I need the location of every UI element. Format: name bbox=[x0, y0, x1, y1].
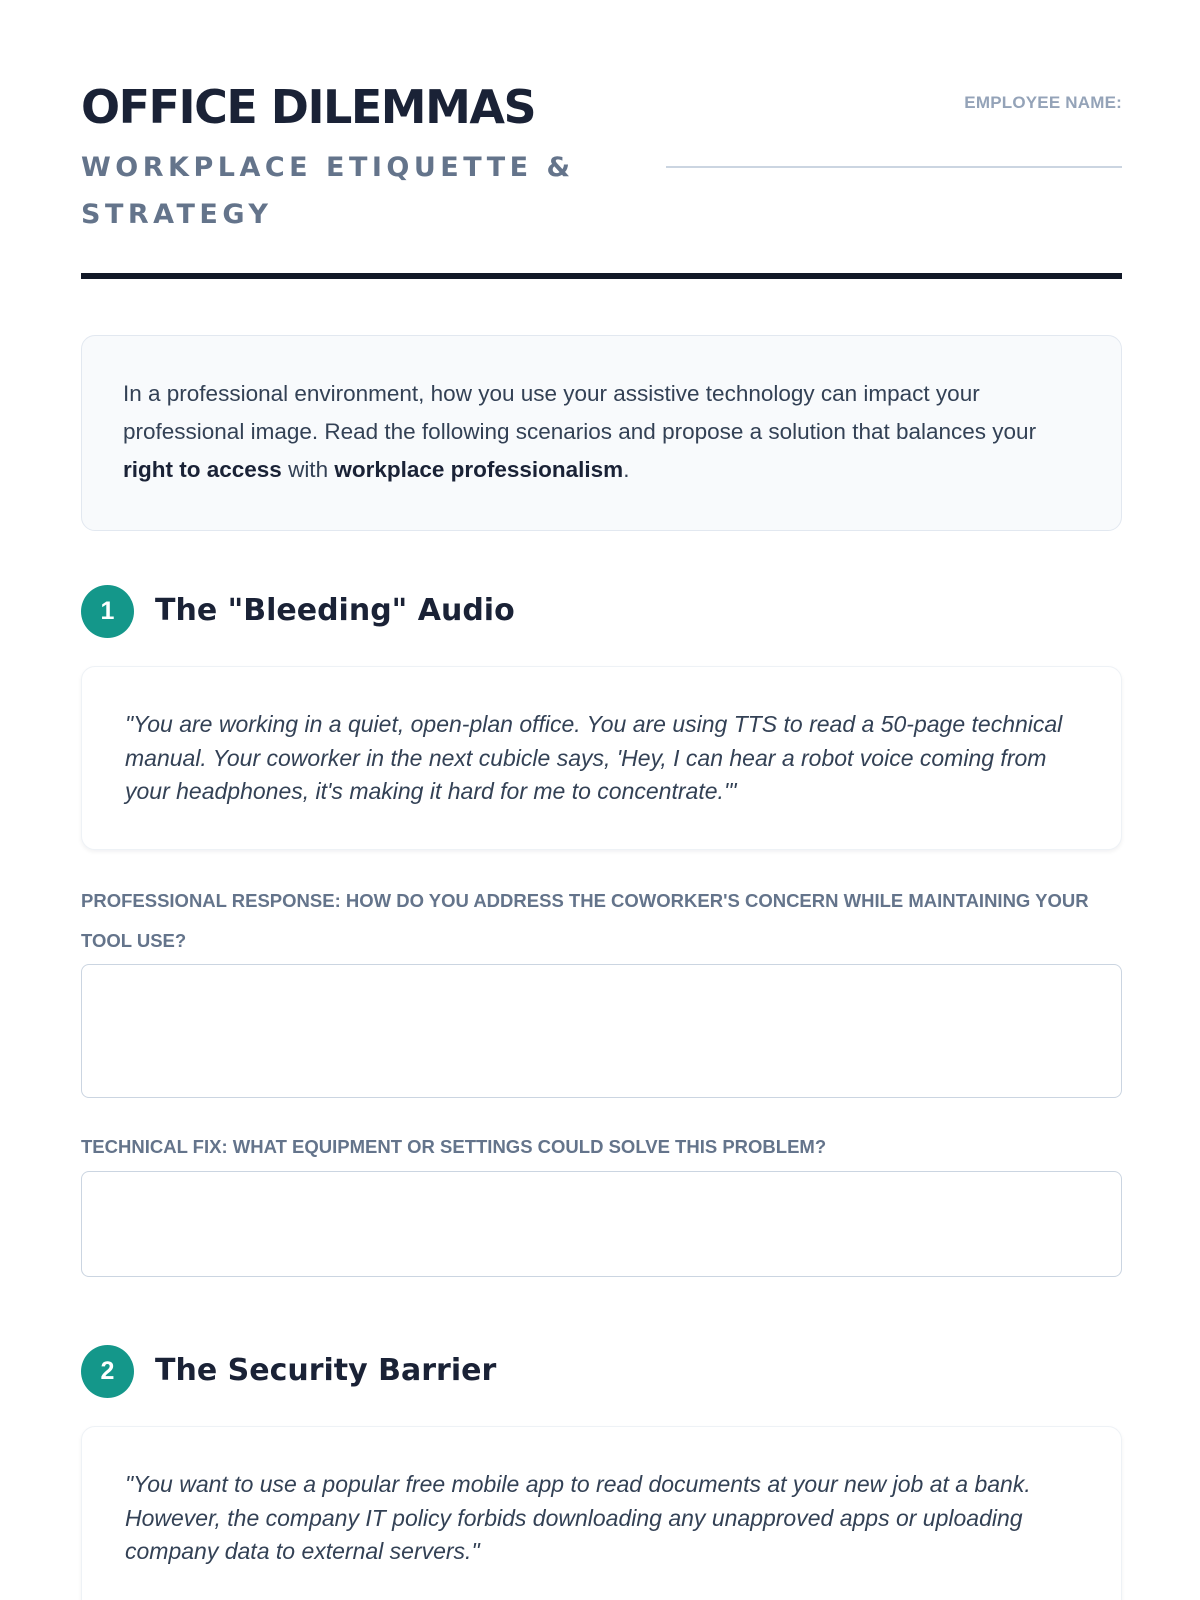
page-subtitle: WORKPLACE ETIQUETTE & STRATEGY bbox=[81, 152, 575, 230]
intro-box bbox=[81, 335, 1122, 531]
professional-response-answer-box[interactable] bbox=[81, 964, 1122, 1098]
scenario-2-text: "You want to use a popular free mobile app to read documents at your new job at a bank. However, the company IT policy forbids downloading any unapproved apps or uploading company data to external servers." bbox=[125, 1471, 1031, 1564]
page-title: OFFICE DILEMMAS bbox=[81, 80, 536, 134]
section-number-badge: 1 bbox=[81, 585, 134, 638]
scenario-1-card bbox=[81, 666, 1122, 850]
worksheet-header bbox=[81, 80, 1122, 280]
employee-name-field[interactable] bbox=[666, 166, 1122, 168]
section-title: The Security Barrier bbox=[155, 1353, 497, 1388]
section-2-heading bbox=[81, 1345, 781, 1399]
header-divider bbox=[81, 273, 1122, 279]
section-title: The "Bleeding" Audio bbox=[155, 593, 515, 628]
intro-bold-workplace-professionalism: workplace professionalism bbox=[334, 457, 624, 482]
intro-text-middle: with bbox=[281, 457, 335, 482]
question-1-professional-response-label: PROFESSIONAL RESPONSE: HOW DO YOU ADDRESS THE COWORKER'S CONCERN WHILE MAINTAINING YOUR TOOL USE? bbox=[81, 890, 1089, 951]
employee-name-label: EMPLOYEE NAME: bbox=[964, 93, 1122, 112]
scenario-1-text: "You are working in a quiet, open-plan office. You are using TTS to read a 50-page technical manual. Your coworker in the next cubicle says, 'Hey, I can hear a robot voice coming from your headphones, it's making it hard for me to concentrate.'" bbox=[125, 711, 1063, 804]
intro-bold-right-to-access: right to access bbox=[123, 457, 282, 482]
section-number-badge: 2 bbox=[81, 1345, 134, 1398]
section-1-heading bbox=[81, 585, 781, 639]
scenario-2-card bbox=[81, 1426, 1122, 1600]
question-1-technical-fix-label: TECHNICAL FIX: WHAT EQUIPMENT OR SETTINGS COULD SOLVE THIS PROBLEM? bbox=[81, 1136, 827, 1157]
technical-fix-answer-box[interactable] bbox=[81, 1171, 1122, 1277]
intro-text: In a professional environment, how you use your assistive technology can impact your professional image. Read the following scenarios and propose a solution that balances your bbox=[123, 381, 1037, 444]
intro-text-end: . bbox=[623, 457, 630, 482]
